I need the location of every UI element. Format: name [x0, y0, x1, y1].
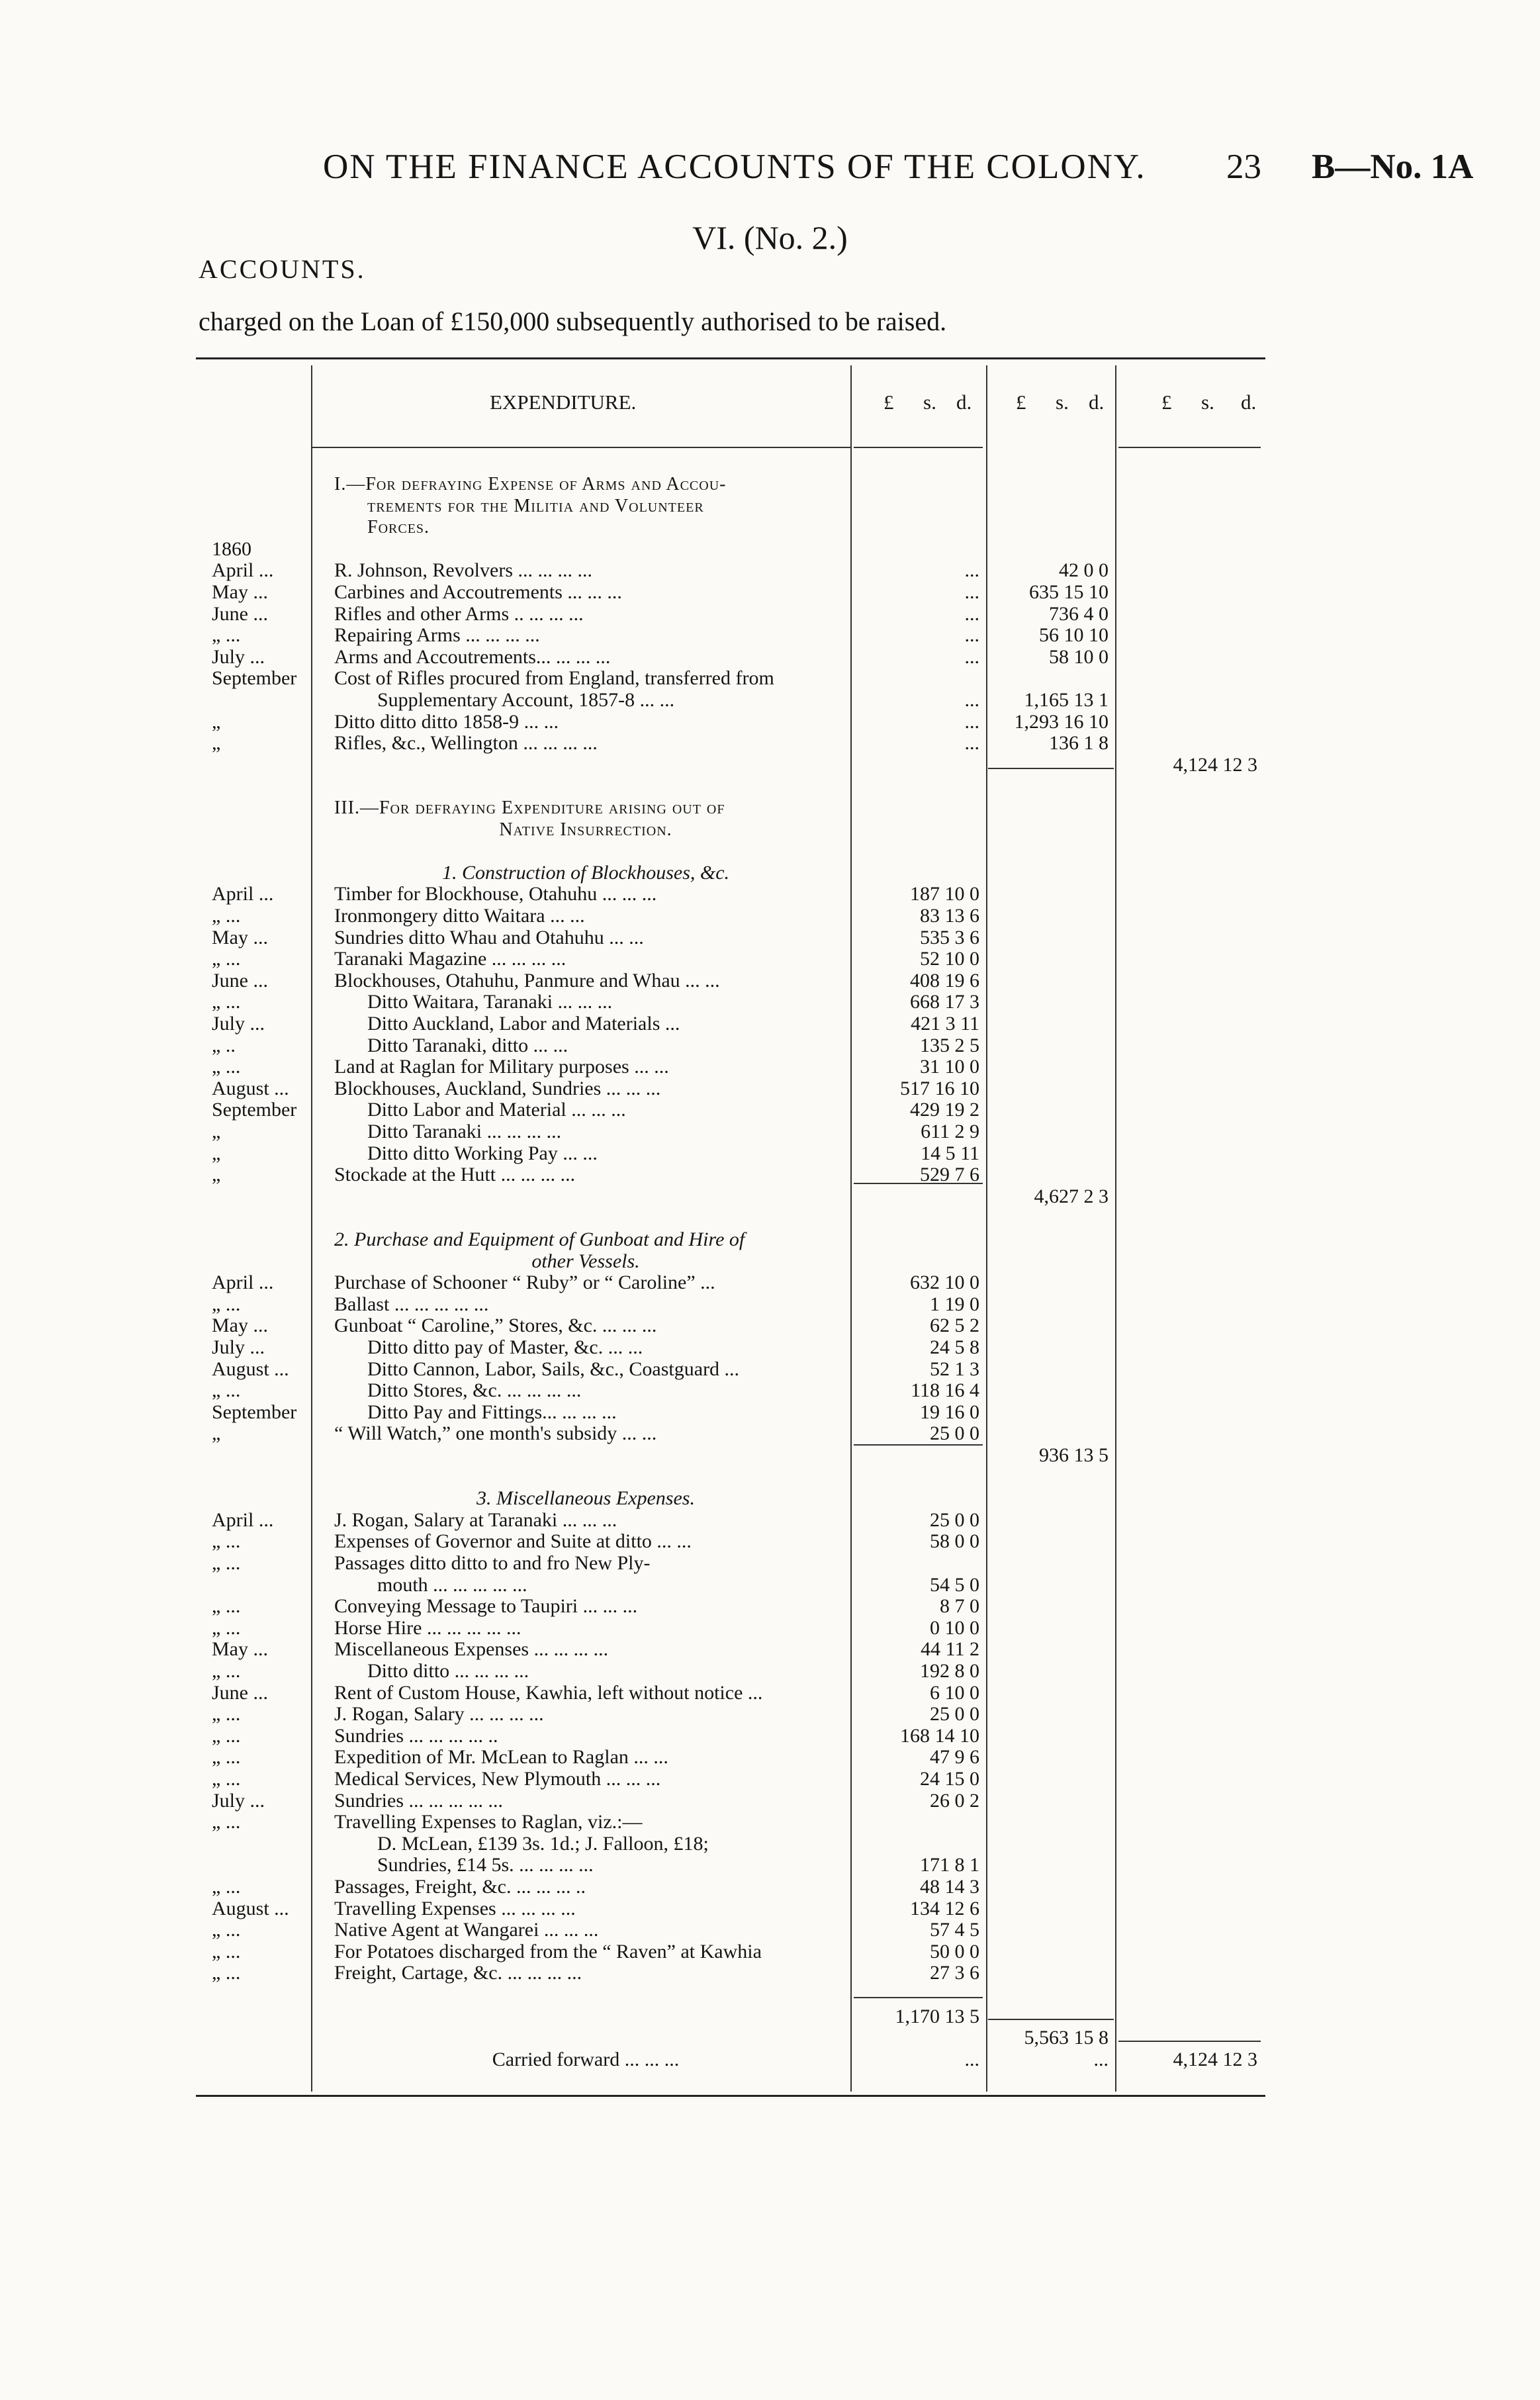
amount-col-1: 48 14 3 — [920, 1876, 979, 1898]
entry-date: „ ... — [212, 1876, 241, 1898]
entry-description: Native Agent at Wangarei ... ... ... — [334, 1919, 599, 1941]
table-row — [0, 1013, 1540, 1035]
col-head-pence: d. — [1089, 391, 1105, 414]
table-row — [0, 624, 1540, 646]
entry-description: Blockhouses, Auckland, Sundries ... ... ... — [334, 1078, 661, 1099]
header-rule — [311, 447, 850, 448]
amount-col-3: 4,124 12 3 — [1173, 2049, 1257, 2070]
table-row — [0, 2027, 1540, 2049]
entry-date: „ ... — [212, 1768, 241, 1790]
entry-description: I.—For defraying Expense of Arms and Accou- — [334, 474, 727, 494]
entry-description: Rifles and other Arms .. ... ... ... — [334, 603, 584, 625]
entry-date: April ... — [212, 1271, 274, 1293]
amount-col-1: 8 7 0 — [940, 1595, 979, 1617]
amount-col-1: 25 0 0 — [930, 1422, 979, 1444]
entry-description: J. Rogan, Salary ... ... ... ... — [334, 1703, 544, 1725]
table-row — [0, 1056, 1540, 1078]
table-row — [0, 1444, 1540, 1466]
amount-col-1: 6 10 0 — [930, 1682, 979, 1704]
table-row — [0, 1638, 1540, 1660]
amount-col-1: 134 12 6 — [910, 1898, 979, 1919]
entry-description: Miscellaneous Expenses ... ... ... ... — [334, 1638, 609, 1660]
amount-col-2: 42 0 0 — [1059, 559, 1109, 581]
amount-col-1: 52 1 3 — [930, 1358, 979, 1380]
col-head-shillings: s. — [923, 391, 936, 414]
entry-date: „ — [212, 711, 221, 733]
amount-col-1: ... — [964, 646, 979, 668]
entry-description: Medical Services, New Plymouth ... ... ... — [334, 1768, 661, 1790]
entry-date: „ ... — [212, 1941, 241, 1962]
amount-col-1: 14 5 11 — [921, 1142, 979, 1164]
entry-description: III.—For defraying Expenditure arising out of — [334, 798, 725, 818]
table-row — [0, 819, 1540, 841]
amount-col-2: 5,563 15 8 — [1024, 2027, 1109, 2049]
amount-col-1: ... — [964, 559, 979, 581]
entry-date: July ... — [212, 1790, 265, 1812]
table-row — [0, 1660, 1540, 1682]
table-row — [0, 516, 1540, 538]
amount-col-1: 52 10 0 — [920, 948, 979, 970]
expenditure-heading: EXPENDITURE. — [490, 391, 637, 414]
entry-date: „ ... — [212, 1595, 241, 1617]
table-row — [0, 1854, 1540, 1876]
amount-col-1: 535 3 6 — [920, 927, 979, 948]
entry-description: D. McLean, £139 3s. 1d.; J. Falloon, £18; — [377, 1833, 709, 1855]
amount-col-1: 421 3 11 — [911, 1013, 979, 1035]
entry-description: Ditto Taranaki ... ... ... ... — [367, 1121, 562, 1142]
table-row — [0, 883, 1540, 905]
amount-col-1: 24 5 8 — [930, 1336, 979, 1358]
entry-date: May ... — [212, 1638, 268, 1660]
amount-col-1: ... — [964, 711, 979, 733]
col-head-pence: d. — [956, 391, 972, 414]
entry-date: 1860 — [212, 538, 251, 560]
entry-date: August ... — [212, 1358, 289, 1380]
entry-description: Expenses of Governor and Suite at ditto ... ... — [334, 1530, 692, 1552]
amount-col-1: 31 10 0 — [920, 1056, 979, 1078]
table-row — [0, 927, 1540, 948]
entry-date: August ... — [212, 1078, 289, 1099]
entry-date: July ... — [212, 646, 265, 668]
amount-col-2: 1,293 16 10 — [1014, 711, 1109, 733]
table-row — [0, 581, 1540, 603]
table-row — [0, 559, 1540, 581]
table-row — [0, 1574, 1540, 1596]
entry-date: „ — [212, 732, 221, 754]
amount-col-1: 27 3 6 — [930, 1962, 979, 1984]
entry-date: „ ... — [212, 1811, 241, 1833]
entry-description: Ditto ditto ditto 1858-9 ... ... — [334, 711, 559, 733]
entry-date: April ... — [212, 883, 274, 905]
amount-col-1: 19 16 0 — [920, 1401, 979, 1423]
amount-col-1: 171 8 1 — [920, 1854, 979, 1876]
table-row — [0, 905, 1540, 927]
entry-description: Conveying Message to Taupiri ... ... ... — [334, 1595, 638, 1617]
amount-col-2: 58 10 0 — [1049, 646, 1109, 668]
amount-col-1: 0 10 0 — [930, 1617, 979, 1639]
table-row — [0, 1941, 1540, 1962]
table-row — [0, 711, 1540, 733]
table-row — [0, 1164, 1540, 1185]
amount-col-1: 408 19 6 — [910, 970, 979, 992]
amount-col-1: 24 15 0 — [920, 1768, 979, 1790]
table-row — [0, 1552, 1540, 1574]
table-row — [0, 1121, 1540, 1142]
entry-description: Gunboat “ Caroline,” Stores, &c. ... ... ... — [334, 1315, 657, 1336]
col-head-pound: £ — [1016, 391, 1026, 414]
table-row — [0, 775, 1540, 797]
entry-description: Timber for Blockhouse, Otahuhu ... ... ... — [334, 883, 657, 905]
table-row — [0, 1293, 1540, 1315]
entry-description: R. Johnson, Revolvers ... ... ... ... — [334, 559, 592, 581]
entry-date: „ ... — [212, 905, 241, 927]
entry-description: Passages, Freight, &c. ... ... ... .. — [334, 1876, 586, 1898]
table-row — [0, 1617, 1540, 1639]
entry-description: trements for the Militia and Volunteer — [367, 496, 704, 516]
entry-date: „ ... — [212, 1293, 241, 1315]
paper-reference: B—No. 1A — [1312, 148, 1474, 186]
table-row — [0, 1207, 1540, 1228]
entry-description: Ditto Stores, &c. ... ... ... ... — [367, 1379, 582, 1401]
amount-col-1: 529 7 6 — [920, 1164, 979, 1185]
amount-col-1: 50 0 0 — [930, 1941, 979, 1962]
entry-description: Ironmongery ditto Waitara ... ... — [334, 905, 585, 927]
table-row — [0, 1228, 1540, 1250]
table-row — [0, 689, 1540, 711]
amount-col-2: 136 1 8 — [1049, 732, 1109, 754]
entry-description: Repairing Arms ... ... ... ... — [334, 624, 540, 646]
table-row — [0, 948, 1540, 970]
amount-col-2: 635 15 10 — [1029, 581, 1109, 603]
amount-col-2: 1,165 13 1 — [1024, 689, 1109, 711]
table-row — [0, 1487, 1540, 1509]
entry-description: Carbines and Accoutrements ... ... ... — [334, 581, 622, 603]
table-row — [0, 1768, 1540, 1790]
entry-description: Ditto Waitara, Taranaki ... ... ... — [367, 991, 613, 1013]
entry-description: Rifles, &c., Wellington ... ... ... ... — [334, 732, 598, 754]
entry-description: Ditto ditto pay of Master, &c. ... ... — [367, 1336, 643, 1358]
entry-description: J. Rogan, Salary at Taranaki ... ... ... — [334, 1509, 617, 1531]
entry-description: For Potatoes discharged from the “ Raven” at Kawhia — [334, 1941, 762, 1962]
table-row — [0, 1315, 1540, 1336]
table-row — [0, 1790, 1540, 1812]
entry-date: July ... — [212, 1013, 265, 1035]
amount-col-1: 168 14 10 — [900, 1725, 979, 1747]
table-row — [0, 1811, 1540, 1833]
entry-description: Travelling Expenses to Raglan, viz.:— — [334, 1811, 643, 1833]
table-row — [0, 1876, 1540, 1898]
entry-date: „ ... — [212, 1962, 241, 1984]
table-row — [0, 667, 1540, 689]
entry-date: „ ... — [212, 1530, 241, 1552]
entry-date: July ... — [212, 1336, 265, 1358]
amount-col-1: ... — [964, 732, 979, 754]
entry-description: Sundries ... ... ... ... .. — [334, 1725, 498, 1747]
amount-col-1: 25 0 0 — [930, 1509, 979, 1531]
entry-description: Forces. — [367, 517, 430, 537]
table-row — [0, 1746, 1540, 1768]
entry-description: Ditto Taranaki, ditto ... ... — [367, 1035, 568, 1056]
entry-description: Supplementary Account, 1857-8 ... ... — [377, 689, 675, 711]
table-row — [0, 495, 1540, 517]
amount-col-2: 56 10 10 — [1039, 624, 1109, 646]
table-row — [0, 1984, 1540, 2006]
table-row — [0, 1530, 1540, 1552]
table-row — [0, 1142, 1540, 1164]
entry-description: Travelling Expenses ... ... ... ... — [334, 1898, 576, 1919]
entry-date: „ ... — [212, 1617, 241, 1639]
entry-date: „ ... — [212, 1379, 241, 1401]
table-row — [0, 1185, 1540, 1207]
entry-description: 1. Construction of Blockhouses, &c. — [441, 862, 730, 884]
entry-date: „ ... — [212, 991, 241, 1013]
col-head-shillings: s. — [1056, 391, 1069, 414]
table-row — [0, 1035, 1540, 1056]
table-row — [0, 1466, 1540, 1488]
table-row — [0, 862, 1540, 884]
entry-description: Land at Raglan for Military purposes ... ... — [334, 1056, 669, 1078]
table-row — [0, 538, 1540, 560]
amount-col-1: 429 19 2 — [910, 1099, 979, 1121]
entry-description: Cost of Rifles procured from England, transferred from — [334, 667, 774, 689]
table-row — [0, 1336, 1540, 1358]
col-head-pound: £ — [1161, 391, 1172, 414]
entry-description: 2. Purchase and Equipment of Gunboat and Hire of — [334, 1228, 745, 1250]
entry-description: Ditto Labor and Material ... ... ... — [367, 1099, 626, 1121]
amount-col-3: 4,124 12 3 — [1173, 754, 1257, 776]
entry-description: Ditto ditto Working Pay ... ... — [367, 1142, 598, 1164]
entry-description: Purchase of Schooner “ Ruby” or “ Caroline” ... — [334, 1271, 715, 1293]
amount-col-1: 57 4 5 — [930, 1919, 979, 1941]
entry-date: September — [212, 667, 297, 689]
table-row — [0, 1919, 1540, 1941]
entry-description: Ditto Pay and Fittings... ... ... ... — [367, 1401, 617, 1423]
table-row — [0, 1271, 1540, 1293]
col-head-pence: d. — [1241, 391, 1257, 414]
amount-col-1: 192 8 0 — [920, 1660, 979, 1682]
entry-description: Ditto ditto ... ... ... ... — [367, 1660, 529, 1682]
amount-col-1: 83 13 6 — [920, 905, 979, 927]
entry-date: „ .. — [212, 1035, 236, 1056]
table-row — [0, 1509, 1540, 1531]
amount-col-1: 58 0 0 — [930, 1530, 979, 1552]
entry-description: Rent of Custom House, Kawhia, left without notice ... — [334, 1682, 763, 1704]
amount-col-1: 135 2 5 — [920, 1035, 979, 1056]
table-row — [0, 1962, 1540, 1984]
entry-date: „ — [212, 1164, 221, 1185]
table-row — [0, 1422, 1540, 1444]
table-row — [0, 1682, 1540, 1704]
entry-description: Native Insurrection. — [499, 819, 672, 840]
entry-description: Stockade at the Hutt ... ... ... ... — [334, 1164, 576, 1185]
col-head-pound: £ — [883, 391, 894, 414]
entry-description: other Vessels. — [531, 1250, 640, 1272]
entry-description: Ditto Cannon, Labor, Sails, &c., Coastguard ... — [367, 1358, 740, 1380]
amount-col-1: ... — [964, 624, 979, 646]
entry-description: Freight, Cartage, &c. ... ... ... ... — [334, 1962, 582, 1984]
amount-col-1: 47 9 6 — [930, 1746, 979, 1768]
table-row — [0, 732, 1540, 754]
charged-caption: charged on the Loan of £150,000 subsequently authorised to be raised. — [199, 306, 947, 336]
table-row — [0, 1595, 1540, 1617]
amount-col-1: ... — [964, 689, 979, 711]
table-row — [0, 991, 1540, 1013]
amount-col-2: 736 4 0 — [1049, 603, 1109, 625]
entry-description: Blockhouses, Otahuhu, Panmure and Whau ... ... — [334, 970, 720, 992]
accounts-label: ACCOUNTS. — [199, 254, 366, 284]
table-row — [0, 970, 1540, 992]
entry-date: May ... — [212, 927, 268, 948]
entry-date: September — [212, 1099, 297, 1121]
entry-date: May ... — [212, 581, 268, 603]
table-row — [0, 646, 1540, 668]
entry-date: „ ... — [212, 1552, 241, 1574]
table-row — [0, 603, 1540, 625]
entry-date: June ... — [212, 970, 268, 992]
amount-col-1: ... — [964, 581, 979, 603]
entry-description: 3. Miscellaneous Expenses. — [476, 1487, 695, 1509]
entry-date: August ... — [212, 1898, 289, 1919]
entry-date: April ... — [212, 1509, 274, 1531]
amount-col-1: 632 10 0 — [910, 1271, 979, 1293]
amount-col-1: 25 0 0 — [930, 1703, 979, 1725]
table-row — [0, 1401, 1540, 1423]
amount-col-1: 517 16 10 — [900, 1078, 979, 1099]
entry-date: „ ... — [212, 948, 241, 970]
entry-date: „ ... — [212, 1919, 241, 1941]
entry-date: June ... — [212, 603, 268, 625]
entry-description: Expedition of Mr. McLean to Raglan ... ... — [334, 1746, 668, 1768]
page-number: 23 — [1226, 148, 1261, 186]
entry-description: “ Will Watch,” one month's subsidy ... ... — [334, 1422, 657, 1444]
col-head-shillings: s. — [1201, 391, 1214, 414]
table-row — [0, 2006, 1540, 2027]
table-row — [0, 1898, 1540, 1919]
amount-col-1: 26 0 2 — [930, 1790, 979, 1812]
entry-description: Taranaki Magazine ... ... ... ... — [334, 948, 566, 970]
entry-date: May ... — [212, 1315, 268, 1336]
entry-description: Horse Hire ... ... ... ... ... — [334, 1617, 521, 1639]
amount-col-1: 1 19 0 — [930, 1293, 979, 1315]
section-number: VI. (No. 2.) — [692, 219, 848, 256]
entry-date: „ ... — [212, 1725, 241, 1747]
table-row — [0, 1379, 1540, 1401]
entry-description: Carried forward ... ... ... — [492, 2049, 680, 2070]
amount-col-2: ... — [1093, 2049, 1109, 2070]
amount-col-2: 936 13 5 — [1039, 1444, 1109, 1466]
table-row — [0, 2049, 1540, 2070]
table-row — [0, 1250, 1540, 1272]
table-row — [0, 797, 1540, 819]
amount-col-1: 44 11 2 — [921, 1638, 979, 1660]
table-row — [0, 473, 1540, 495]
entry-date: April ... — [212, 559, 274, 581]
amount-col-1: 611 2 9 — [921, 1121, 979, 1142]
entry-date: „ ... — [212, 1056, 241, 1078]
entry-date: „ ... — [212, 1660, 241, 1682]
page-title: ON THE FINANCE ACCOUNTS OF THE COLONY. — [323, 148, 1146, 186]
entry-date: „ — [212, 1142, 221, 1164]
amount-col-1: 187 10 0 — [910, 883, 979, 905]
amount-col-1: 1,170 13 5 — [895, 2006, 979, 2027]
entry-description: Ballast ... ... ... ... ... — [334, 1293, 489, 1315]
table-row — [0, 1833, 1540, 1855]
table-row — [0, 1099, 1540, 1121]
entry-description: Sundries, £14 5s. ... ... ... ... — [377, 1854, 594, 1876]
amount-col-1: 54 5 0 — [930, 1574, 979, 1596]
entry-date: „ — [212, 1121, 221, 1142]
amount-col-1: ... — [964, 603, 979, 625]
table-row — [0, 754, 1540, 776]
entry-description: Arms and Accoutrements... ... ... ... — [334, 646, 611, 668]
entry-description: mouth ... ... ... ... ... — [377, 1574, 527, 1596]
table-row — [0, 1358, 1540, 1380]
entry-description: Passages ditto ditto to and fro New Ply- — [334, 1552, 651, 1574]
table-row — [0, 1078, 1540, 1099]
table-row — [0, 1725, 1540, 1747]
entry-date: September — [212, 1401, 297, 1423]
header-rule — [854, 447, 983, 448]
amount-col-2: 4,627 2 3 — [1034, 1185, 1109, 1207]
running-header — [0, 147, 1540, 193]
amount-col-1: 668 17 3 — [910, 991, 979, 1013]
entry-date: „ ... — [212, 624, 241, 646]
entry-description: Ditto Auckland, Labor and Materials ... — [367, 1013, 680, 1035]
entry-date: „ ... — [212, 1703, 241, 1725]
amount-col-1: 62 5 2 — [930, 1315, 979, 1336]
entry-description: Sundries ditto Whau and Otahuhu ... ... — [334, 927, 644, 948]
header-rule — [1118, 447, 1261, 448]
table-row — [0, 840, 1540, 862]
entry-description: Sundries ... ... ... ... ... — [334, 1790, 503, 1812]
amount-col-1: ... — [964, 2049, 979, 2070]
table-row — [0, 1703, 1540, 1725]
entry-date: June ... — [212, 1682, 268, 1704]
entry-date: „ ... — [212, 1746, 241, 1768]
amount-col-1: 118 16 4 — [911, 1379, 979, 1401]
entry-date: „ — [212, 1422, 221, 1444]
